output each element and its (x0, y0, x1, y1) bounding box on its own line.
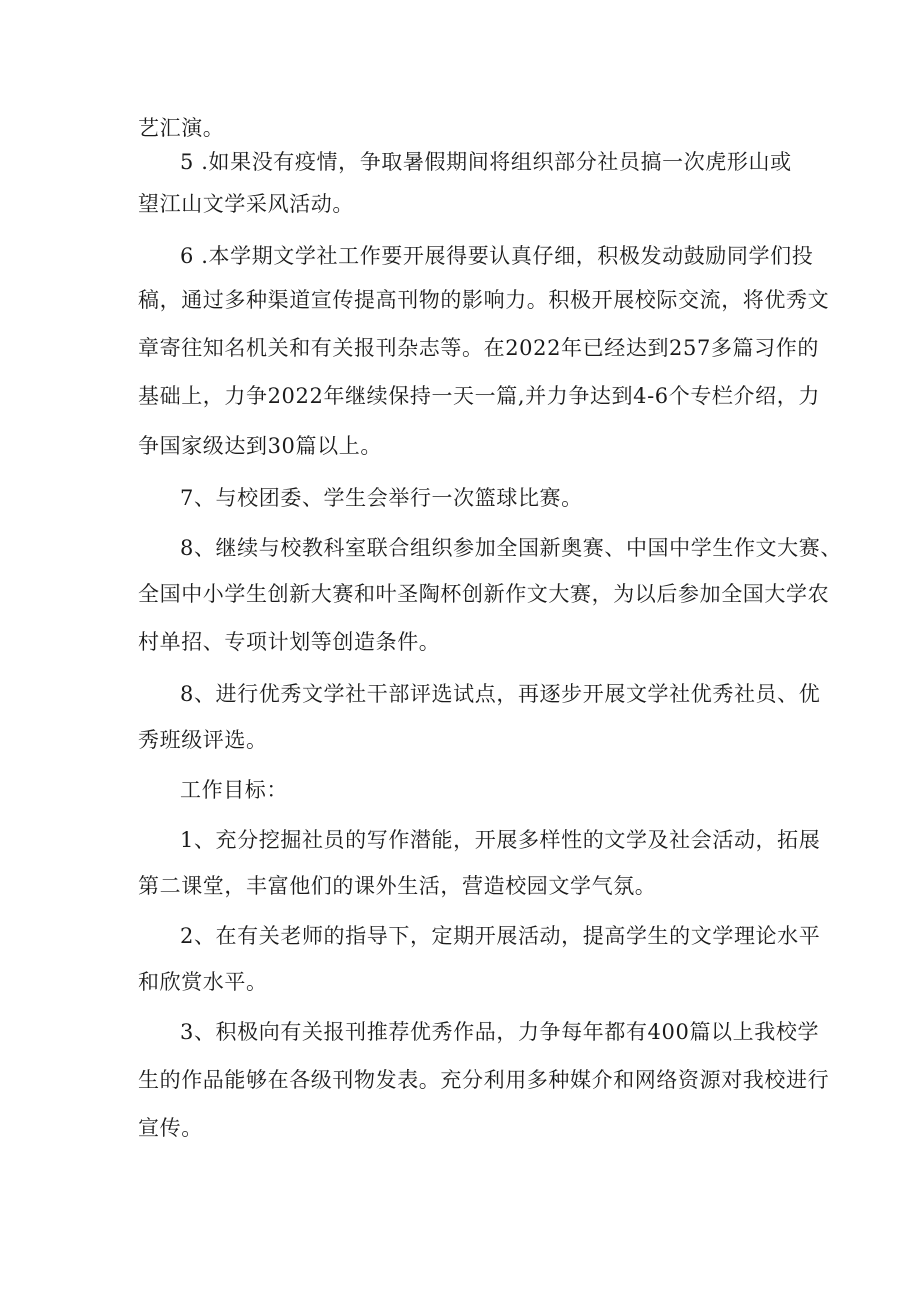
text-line: 宣传。 (138, 1116, 203, 1140)
text-line: 7、与校团委、学生会举行一次篮球比赛。 (180, 486, 583, 510)
text-line: 第二课堂，丰富他们的课外生活，营造校园文学气氛。 (138, 874, 657, 898)
text-line: 生的作品能够在各级刊物发表。充分利用多种媒介和网络资源对我校进行 (138, 1068, 830, 1092)
text-line: 6 .本学期文学社工作要开展得要认真仔细，积极发动鼓励同学们投 (180, 244, 814, 268)
text-line: 和欣赏水平。 (138, 970, 268, 994)
text-line: 3、积极向有关报刊推荐优秀作品，力争每年都有400篇以上我校学 (180, 1020, 820, 1044)
text-line: 章寄往知名机关和有关报刊杂志等。在2022年已经达到257多篇习作的 (138, 336, 819, 360)
text-line: 8、进行优秀文学社干部评选试点，再逐步开展文学社优秀社员、优 (180, 682, 821, 706)
text-line: 艺汇演。 (138, 116, 225, 140)
text-line: 2、在有关老师的指导下，定期开展活动，提高学生的文学理论水平 (180, 924, 821, 948)
text-line: 村单招、专项计划等创造条件。 (138, 630, 441, 654)
text-line: 基础上，力争2022年继续保持一天一篇,并力争达到4-6个专栏介绍，力 (138, 384, 820, 408)
section-heading: 工作目标： (180, 778, 288, 802)
text-line: 8、继续与校教科室联合组织参加全国新奥赛、中国中学生作文大赛、 (180, 536, 842, 560)
text-line: 稿，通过多种渠道宣传提高刊物的影响力。积极开展校际交流，将优秀文 (138, 288, 830, 312)
text-line: 争国家级达到30篇以上。 (138, 434, 382, 458)
text-line: 望江山文学采风活动。 (138, 192, 354, 216)
text-line: 秀班级评选。 (138, 728, 268, 752)
text-line: 1、充分挖掘社员的写作潜能，开展多样性的文学及社会活动，拓展 (180, 828, 821, 852)
text-line: 全国中小学生创新大赛和叶圣陶杯创新作文大赛，为以后参加全国大学农 (138, 582, 830, 606)
text-line: 5 .如果没有疫情，争取暑假期间将组织部分社员搞一次虎形山或 (180, 150, 792, 174)
